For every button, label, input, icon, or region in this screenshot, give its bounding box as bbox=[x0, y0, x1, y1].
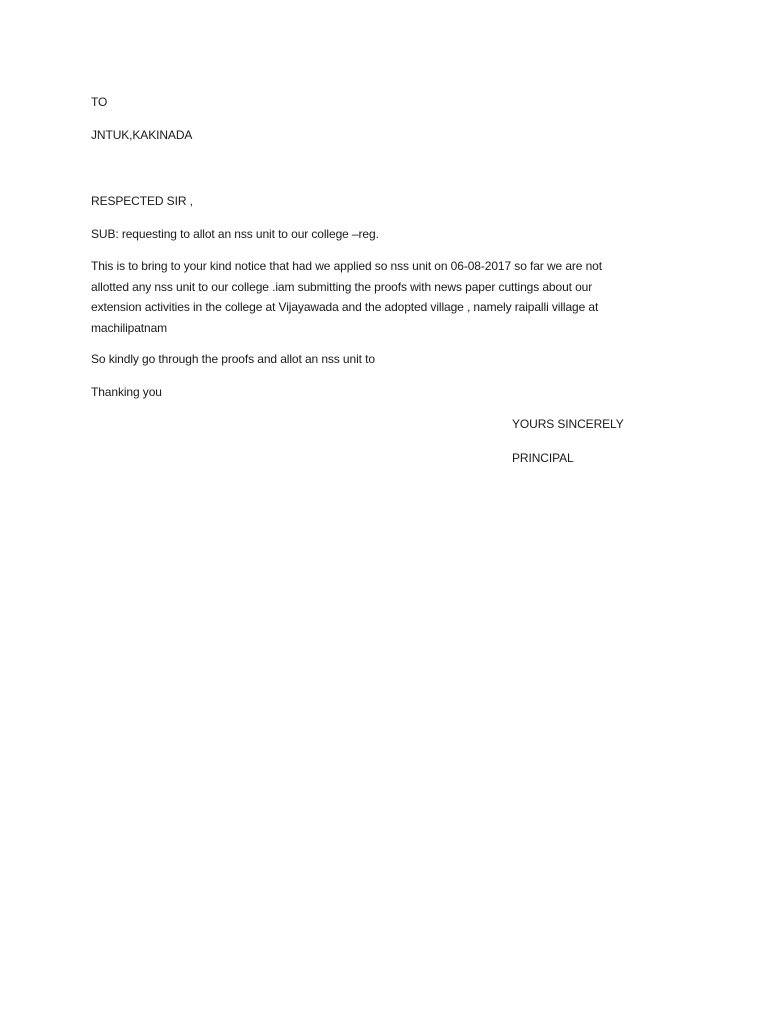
letter-closing: YOURS SINCERELY bbox=[512, 417, 624, 431]
letter-recipient: JNTUK,KAKINADA bbox=[91, 128, 193, 142]
letter-body bbox=[91, 256, 651, 338]
letter-body-line: This is to bring to your kind notice that had we applied so nss unit on 06-08-2017 so far we are not bbox=[91, 259, 602, 273]
letter-body-line: extension activities in the college at Vijayawada and the adopted village , namely raipalli village at bbox=[91, 300, 599, 314]
letter-body-line: allotted any nss unit to our college .iam submitting the proofs with news paper cuttings about our bbox=[91, 279, 593, 294]
letter-thanks: Thanking you bbox=[91, 385, 162, 399]
letter-signatory: PRINCIPAL bbox=[512, 451, 574, 465]
letter-salutation: RESPECTED SIR , bbox=[91, 194, 193, 208]
letter-request: So kindly go through the proofs and allot an nss unit to bbox=[91, 352, 375, 366]
letter-body-line: machilipatnam bbox=[91, 320, 168, 335]
letter-subject: SUB: requesting to allot an nss unit to our college –reg. bbox=[91, 227, 379, 241]
letter-to: TO bbox=[91, 95, 108, 109]
